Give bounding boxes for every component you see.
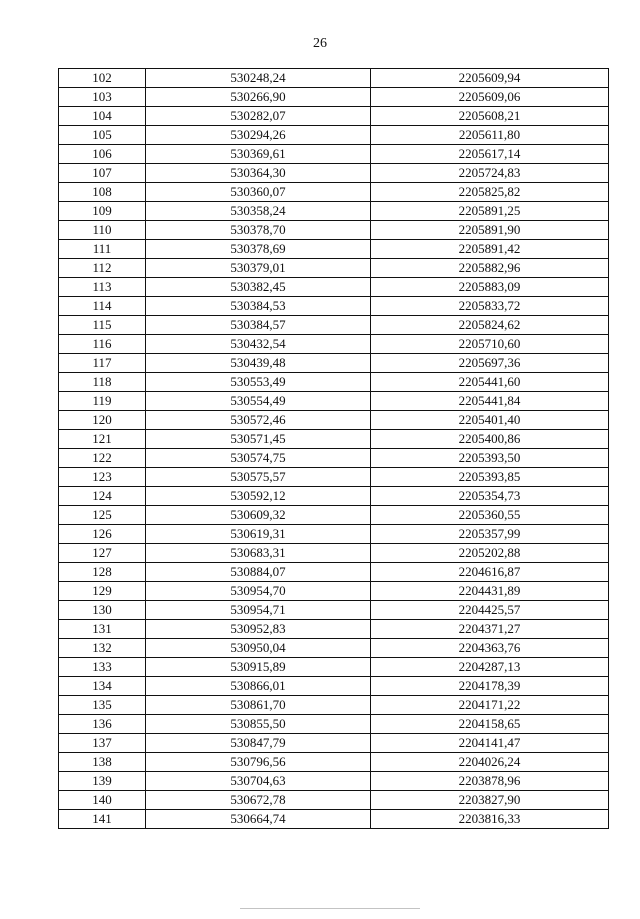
- table-row: [59, 601, 609, 620]
- point-number-cell: 107: [59, 164, 146, 183]
- y-coordinate-cell: 2204171,22: [371, 696, 609, 715]
- y-coordinate-cell: 2205697,36: [371, 354, 609, 373]
- table-row: [59, 582, 609, 601]
- x-coordinate-cell: 530950,04: [146, 639, 371, 658]
- point-number-cell: 137: [59, 734, 146, 753]
- table-row: [59, 373, 609, 392]
- x-coordinate-cell: 530572,46: [146, 411, 371, 430]
- table-row: [59, 449, 609, 468]
- table-row: [59, 620, 609, 639]
- x-coordinate-cell: 530266,90: [146, 88, 371, 107]
- y-coordinate-cell: 2205891,42: [371, 240, 609, 259]
- x-coordinate-cell: 530378,69: [146, 240, 371, 259]
- point-number-cell: 124: [59, 487, 146, 506]
- x-coordinate-cell: 530683,31: [146, 544, 371, 563]
- point-number-cell: 105: [59, 126, 146, 145]
- x-coordinate-cell: 530294,26: [146, 126, 371, 145]
- table-row: [59, 734, 609, 753]
- table-row: [59, 354, 609, 373]
- y-coordinate-cell: 2204178,39: [371, 677, 609, 696]
- table-row: [59, 715, 609, 734]
- point-number-cell: 125: [59, 506, 146, 525]
- point-number-cell: 108: [59, 183, 146, 202]
- y-coordinate-cell: 2204363,76: [371, 639, 609, 658]
- x-coordinate-cell: 530439,48: [146, 354, 371, 373]
- point-number-cell: 103: [59, 88, 146, 107]
- y-coordinate-cell: 2205401,40: [371, 411, 609, 430]
- point-number-cell: 119: [59, 392, 146, 411]
- x-coordinate-cell: 530847,79: [146, 734, 371, 753]
- x-coordinate-cell: 530360,07: [146, 183, 371, 202]
- table-row: [59, 677, 609, 696]
- table-row: [59, 411, 609, 430]
- point-number-cell: 120: [59, 411, 146, 430]
- point-number-cell: 140: [59, 791, 146, 810]
- x-coordinate-cell: 530861,70: [146, 696, 371, 715]
- point-number-cell: 126: [59, 525, 146, 544]
- y-coordinate-cell: 2205393,85: [371, 468, 609, 487]
- x-coordinate-cell: 530382,45: [146, 278, 371, 297]
- y-coordinate-cell: 2205393,50: [371, 449, 609, 468]
- y-coordinate-cell: 2205441,84: [371, 392, 609, 411]
- table-row: [59, 145, 609, 164]
- y-coordinate-cell: 2205710,60: [371, 335, 609, 354]
- x-coordinate-cell: 530575,57: [146, 468, 371, 487]
- point-number-cell: 111: [59, 240, 146, 259]
- y-coordinate-cell: 2203827,90: [371, 791, 609, 810]
- y-coordinate-cell: 2205833,72: [371, 297, 609, 316]
- y-coordinate-cell: 2204371,27: [371, 620, 609, 639]
- y-coordinate-cell: 2203878,96: [371, 772, 609, 791]
- scan-edge-line: [240, 908, 420, 909]
- point-number-cell: 114: [59, 297, 146, 316]
- point-number-cell: 127: [59, 544, 146, 563]
- y-coordinate-cell: 2205611,80: [371, 126, 609, 145]
- point-number-cell: 122: [59, 449, 146, 468]
- x-coordinate-cell: 530379,01: [146, 259, 371, 278]
- x-coordinate-cell: 530432,54: [146, 335, 371, 354]
- point-number-cell: 128: [59, 563, 146, 582]
- x-coordinate-cell: 530571,45: [146, 430, 371, 449]
- point-number-cell: 109: [59, 202, 146, 221]
- y-coordinate-cell: 2205608,21: [371, 107, 609, 126]
- y-coordinate-cell: 2205825,82: [371, 183, 609, 202]
- table-row: [59, 297, 609, 316]
- point-number-cell: 104: [59, 107, 146, 126]
- y-coordinate-cell: 2205609,94: [371, 69, 609, 88]
- point-number-cell: 102: [59, 69, 146, 88]
- point-number-cell: 121: [59, 430, 146, 449]
- x-coordinate-cell: 530664,74: [146, 810, 371, 829]
- y-coordinate-cell: 2204425,57: [371, 601, 609, 620]
- table-row: [59, 810, 609, 829]
- x-coordinate-cell: 530384,57: [146, 316, 371, 335]
- table-row: [59, 791, 609, 810]
- y-coordinate-cell: 2205882,96: [371, 259, 609, 278]
- x-coordinate-cell: 530952,83: [146, 620, 371, 639]
- table-row: [59, 69, 609, 88]
- point-number-cell: 135: [59, 696, 146, 715]
- point-number-cell: 136: [59, 715, 146, 734]
- table-row: [59, 753, 609, 772]
- y-coordinate-cell: 2204158,65: [371, 715, 609, 734]
- y-coordinate-cell: 2205891,25: [371, 202, 609, 221]
- table-row: [59, 696, 609, 715]
- page-number: 26: [313, 36, 327, 51]
- table-row: [59, 430, 609, 449]
- table-row: [59, 164, 609, 183]
- point-number-cell: 116: [59, 335, 146, 354]
- point-number-cell: 138: [59, 753, 146, 772]
- x-coordinate-cell: 530796,56: [146, 753, 371, 772]
- point-number-cell: 141: [59, 810, 146, 829]
- table-row: [59, 88, 609, 107]
- point-number-cell: 139: [59, 772, 146, 791]
- x-coordinate-cell: 530855,50: [146, 715, 371, 734]
- x-coordinate-cell: 530554,49: [146, 392, 371, 411]
- table-row: [59, 259, 609, 278]
- x-coordinate-cell: 530672,78: [146, 791, 371, 810]
- point-number-cell: 129: [59, 582, 146, 601]
- table-row: [59, 544, 609, 563]
- y-coordinate-cell: 2205441,60: [371, 373, 609, 392]
- x-coordinate-cell: 530884,07: [146, 563, 371, 582]
- y-coordinate-cell: 2205617,14: [371, 145, 609, 164]
- y-coordinate-cell: 2205824,62: [371, 316, 609, 335]
- table-body: [59, 69, 609, 829]
- x-coordinate-cell: 530358,24: [146, 202, 371, 221]
- point-number-cell: 117: [59, 354, 146, 373]
- y-coordinate-cell: 2205354,73: [371, 487, 609, 506]
- point-number-cell: 133: [59, 658, 146, 677]
- point-number-cell: 112: [59, 259, 146, 278]
- x-coordinate-cell: 530248,24: [146, 69, 371, 88]
- x-coordinate-cell: 530369,61: [146, 145, 371, 164]
- point-number-cell: 110: [59, 221, 146, 240]
- table-row: [59, 278, 609, 297]
- point-number-cell: 123: [59, 468, 146, 487]
- table-row: [59, 506, 609, 525]
- table-row: [59, 316, 609, 335]
- point-number-cell: 132: [59, 639, 146, 658]
- y-coordinate-cell: 2205883,09: [371, 278, 609, 297]
- y-coordinate-cell: 2205360,55: [371, 506, 609, 525]
- x-coordinate-cell: 530378,70: [146, 221, 371, 240]
- y-coordinate-cell: 2205357,99: [371, 525, 609, 544]
- x-coordinate-cell: 530866,01: [146, 677, 371, 696]
- y-coordinate-cell: 2205400,86: [371, 430, 609, 449]
- table-row: [59, 107, 609, 126]
- y-coordinate-cell: 2204141,47: [371, 734, 609, 753]
- y-coordinate-cell: 2204026,24: [371, 753, 609, 772]
- x-coordinate-cell: 530592,12: [146, 487, 371, 506]
- table-row: [59, 335, 609, 354]
- point-number-cell: 118: [59, 373, 146, 392]
- y-coordinate-cell: 2204431,89: [371, 582, 609, 601]
- table-row: [59, 221, 609, 240]
- table-row: [59, 563, 609, 582]
- y-coordinate-cell: 2205724,83: [371, 164, 609, 183]
- x-coordinate-cell: 530954,70: [146, 582, 371, 601]
- x-coordinate-cell: 530704,63: [146, 772, 371, 791]
- table-row: [59, 525, 609, 544]
- x-coordinate-cell: 530364,30: [146, 164, 371, 183]
- y-coordinate-cell: 2205891,90: [371, 221, 609, 240]
- table-row: [59, 240, 609, 259]
- x-coordinate-cell: 530384,53: [146, 297, 371, 316]
- x-coordinate-cell: 530553,49: [146, 373, 371, 392]
- x-coordinate-cell: 530954,71: [146, 601, 371, 620]
- y-coordinate-cell: 2205609,06: [371, 88, 609, 107]
- point-number-cell: 134: [59, 677, 146, 696]
- point-number-cell: 106: [59, 145, 146, 164]
- table-row: [59, 183, 609, 202]
- table-row: [59, 202, 609, 221]
- point-number-cell: 113: [59, 278, 146, 297]
- table-row: [59, 487, 609, 506]
- table-row: [59, 392, 609, 411]
- x-coordinate-cell: 530915,89: [146, 658, 371, 677]
- table-row: [59, 772, 609, 791]
- table-row: [59, 658, 609, 677]
- x-coordinate-cell: 530609,32: [146, 506, 371, 525]
- y-coordinate-cell: 2204287,13: [371, 658, 609, 677]
- x-coordinate-cell: 530619,31: [146, 525, 371, 544]
- table-row: [59, 126, 609, 145]
- y-coordinate-cell: 2203816,33: [371, 810, 609, 829]
- y-coordinate-cell: 2205202,88: [371, 544, 609, 563]
- point-number-cell: 115: [59, 316, 146, 335]
- table-row: [59, 639, 609, 658]
- y-coordinate-cell: 2204616,87: [371, 563, 609, 582]
- x-coordinate-cell: 530282,07: [146, 107, 371, 126]
- table-row: [59, 468, 609, 487]
- point-number-cell: 131: [59, 620, 146, 639]
- x-coordinate-cell: 530574,75: [146, 449, 371, 468]
- coordinates-table: [58, 68, 609, 829]
- point-number-cell: 130: [59, 601, 146, 620]
